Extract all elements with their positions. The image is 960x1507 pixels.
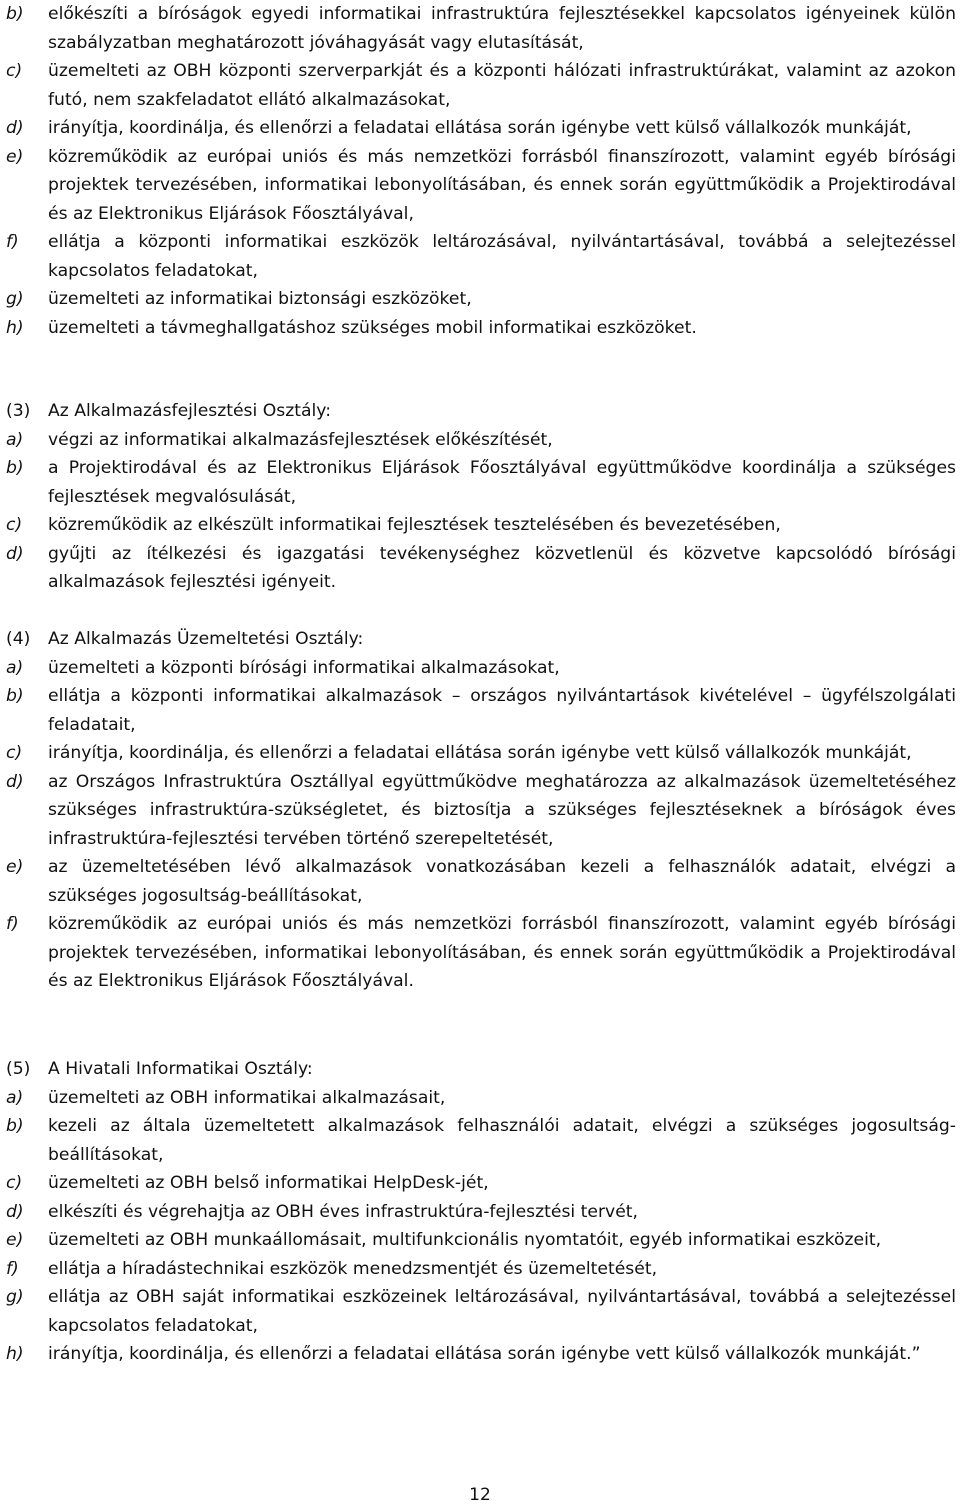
item-text: az üzemeltetésében lévő alkalmazások vonatkozásában kezeli a felhasználók adatait, elvégzi a szükséges jogosultság-beállításokat, — [48, 857, 956, 906]
item-label: b) — [6, 458, 24, 478]
section-title: Az Alkalmazás Üzemeltetési Osztály: — [48, 629, 364, 649]
item-label: c) — [6, 1173, 23, 1193]
section-number: (3) — [6, 401, 31, 421]
section-title: A Hivatali Informatikai Osztály: — [48, 1059, 313, 1079]
list-item — [6, 57, 956, 114]
list-item — [6, 1255, 956, 1284]
item-text: ellátja a híradástechnikai eszközök menedzsmentjét és üzemeltetését, — [48, 1258, 658, 1279]
item-text: irányítja, koordinálja, és ellenőrzi a feladatai ellátása során igénybe vett külső vállalkozók munkáját, — [48, 118, 912, 138]
item-label: e) — [6, 1230, 24, 1250]
item-text: üzemelteti az OBH belső informatikai HelpDesk-jét, — [48, 1173, 489, 1193]
list-item — [6, 739, 956, 768]
list-item — [6, 143, 956, 229]
item-text: irányítja, koordinálja, és ellenőrzi a feladatai ellátása során igénybe vett külső vállalkozók munkáját.” — [48, 1344, 921, 1364]
intro-list — [6, 0, 956, 342]
page-number: 12 — [469, 1485, 491, 1505]
item-label: h) — [6, 1344, 24, 1364]
list-item — [6, 454, 956, 511]
item-text: üzemelteti az OBH informatikai alkalmazásait, — [48, 1087, 446, 1108]
list-item — [6, 0, 956, 57]
section-heading — [6, 625, 956, 654]
item-label: g) — [6, 289, 24, 309]
list-item — [6, 314, 956, 343]
item-label: f) — [6, 914, 19, 934]
item-text: végzi az informatikai alkalmazásfejlesztések előkészítését, — [48, 429, 553, 450]
list-item — [6, 853, 956, 910]
item-text: üzemelteti az informatikai biztonsági eszközöket, — [48, 289, 472, 309]
item-label: g) — [6, 1287, 24, 1307]
section-5 — [6, 1055, 956, 1369]
section-3 — [6, 397, 956, 597]
list-item — [6, 1112, 956, 1169]
item-text: elkészíti és végrehajtja az OBH éves infrastruktúra-fejlesztési tervét, — [48, 1201, 638, 1222]
item-text: gyűjti az ítélkezési és igazgatási tevékenységhez közvetlenül és közvetve kapcsolódó bírósági alkalmazások fejlesztési igényeit. — [48, 543, 956, 592]
item-text: közreműködik az európai uniós és más nemzetközi forrásból finanszírozott, valamint egyéb bírósági projektek tervezésében, informatikai lebonyolításában, és ennek során együttműködik a Projektirodával és az Elektronikus Eljárások Főosztályával. — [48, 914, 956, 991]
item-label: f) — [6, 232, 19, 252]
item-text: üzemelteti az OBH munkaállomásait, multifunkcionális nyomtatóit, egyéb informatikai eszközeit, — [48, 1230, 882, 1250]
item-text: közreműködik az elkészült informatikai fejlesztések tesztelésében és bevezetésében, — [48, 515, 781, 535]
section-number: (4) — [6, 629, 31, 649]
section-number: (5) — [6, 1059, 31, 1079]
item-label: f) — [6, 1258, 19, 1279]
item-label: e) — [6, 857, 24, 877]
item-label: h) — [6, 317, 24, 338]
item-text: kezeli az általa üzemeltetett alkalmazások felhasználói adatait, elvégzi a szükséges jogosultság-beállításokat, — [48, 1116, 956, 1165]
list-item — [6, 540, 956, 597]
list-item — [6, 426, 956, 455]
list-item — [6, 1340, 956, 1369]
item-text: üzemelteti a távmeghallgatáshoz szükséges mobil informatikai eszközöket. — [48, 317, 697, 338]
section-title: Az Alkalmazásfejlesztési Osztály: — [48, 401, 332, 421]
list-item — [6, 114, 956, 143]
section-4 — [6, 625, 956, 996]
item-text: ellátja az OBH saját informatikai eszközeinek leltározásával, nyilvántartásával, továbbá a selejtezéssel kapcsolatos feladatokat, — [48, 1287, 956, 1336]
item-label: e) — [6, 146, 24, 167]
list-item — [6, 1226, 956, 1255]
item-text: közreműködik az európai uniós és más nemzetközi forrásból finanszírozott, valamint egyéb bírósági projektek tervezésében, informatikai lebonyolításában, és ennek során együttműködik a Projektirodával és az Elektronikus Eljárások Főosztályával, — [48, 146, 956, 224]
item-label: d) — [6, 543, 24, 564]
item-label: a) — [6, 657, 24, 678]
item-label: c) — [6, 743, 23, 763]
item-label: a) — [6, 429, 24, 450]
list-item — [6, 1084, 956, 1113]
list-item — [6, 1198, 956, 1227]
item-label: d) — [6, 118, 24, 138]
item-label: b) — [6, 1116, 24, 1136]
item-label: d) — [6, 771, 24, 792]
item-text: előkészíti a bíróságok egyedi informatikai infrastruktúra fejlesztésekkel kapcsolatos igényeinek külön szabályzatban meghatározott jóváhagyását vagy elutasítását, — [48, 4, 956, 53]
list-item — [6, 910, 956, 996]
item-text: az Országos Infrastruktúra Osztállyal együttműködve meghatározza az alkalmazások üzemeltetéséhez szükséges infrastruktúra-szükségletet, és biztosítja a szükséges fejlesztéseknek a bíróságok éves infrastruktúra-fejlesztési tervében történő szerepeltetését, — [48, 771, 956, 849]
list-item — [6, 654, 956, 683]
item-label: b) — [6, 686, 24, 706]
list-item — [6, 511, 956, 540]
section-heading — [6, 1055, 956, 1084]
item-text: irányítja, koordinálja, és ellenőrzi a feladatai ellátása során igénybe vett külső vállalkozók munkáját, — [48, 743, 912, 763]
item-text: ellátja a központi informatikai alkalmazások – országos nyilvántartások kivételével – ügyfélszolgálati feladatait, — [48, 686, 956, 735]
item-label: a) — [6, 1087, 24, 1108]
item-label: c) — [6, 61, 23, 81]
list-item — [6, 228, 956, 285]
list-item — [6, 1283, 956, 1340]
item-text: üzemelteti a központi bírósági informatikai alkalmazásokat, — [48, 657, 560, 678]
item-label: c) — [6, 515, 23, 535]
section-heading — [6, 397, 956, 426]
item-text: a Projektirodával és az Elektronikus Eljárások Főosztályával együttműködve koordinálja a szükséges fejlesztések megvalósulását, — [48, 458, 956, 507]
item-label: d) — [6, 1201, 24, 1222]
item-text: ellátja a központi informatikai eszközök leltározásával, nyilvántartásával, továbbá a selejtezéssel kapcsolatos feladatokat, — [48, 232, 956, 281]
list-item — [6, 285, 956, 314]
list-item — [6, 768, 956, 854]
list-item — [6, 682, 956, 739]
list-item — [6, 1169, 956, 1198]
item-text: üzemelteti az OBH központi szerverparkját és a központi hálózati infrastruktúrákat, valamint az azokon futó, nem szakfeladatot ellátó alkalmazásokat, — [48, 61, 956, 110]
item-label: b) — [6, 4, 24, 24]
